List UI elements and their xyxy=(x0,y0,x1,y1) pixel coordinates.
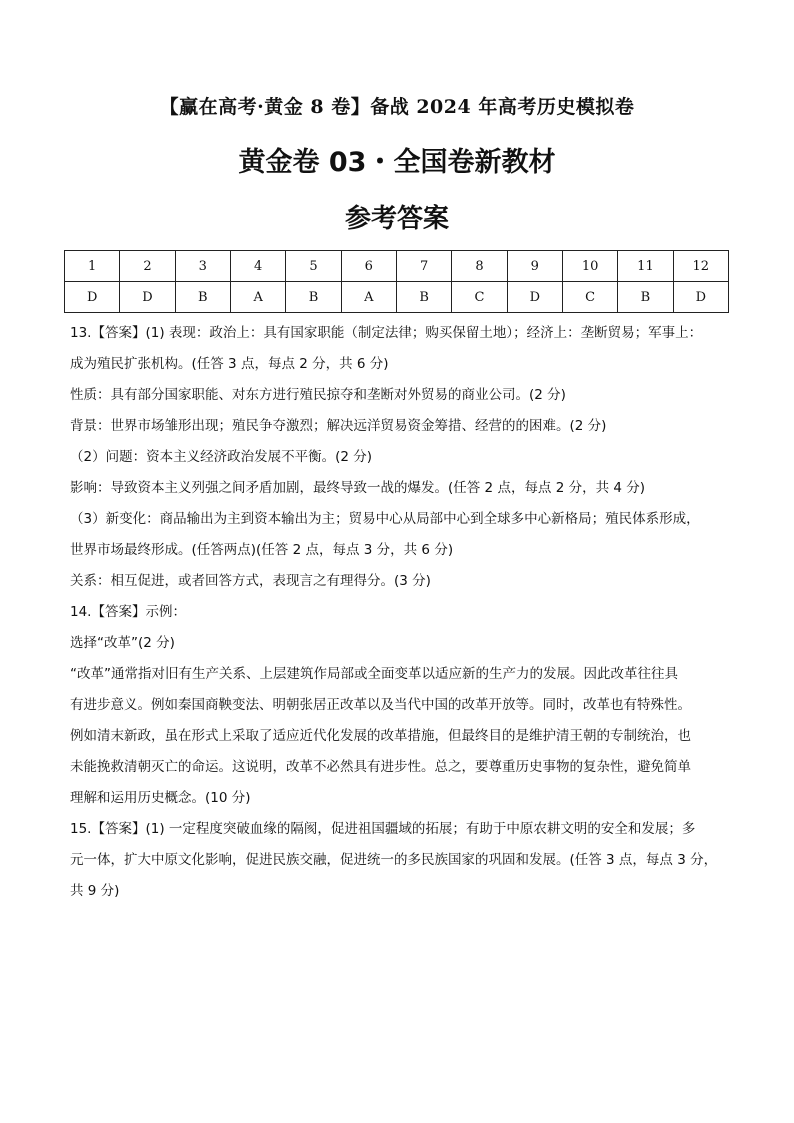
question-number: 4 xyxy=(230,251,285,282)
question-number: 3 xyxy=(175,251,230,282)
paper-title: 黄金卷 03・全国卷新教材 xyxy=(238,147,556,178)
question-number: 11 xyxy=(618,251,673,282)
answer-letter: C xyxy=(452,282,507,313)
answer-line: 14.【答案】示例： xyxy=(70,604,186,620)
answer-letter: D xyxy=(673,282,728,313)
answer-line: 有进步意义。例如秦国商鞅变法、明朝张居正改革以及当代中国的改革开放等。同时，改革也有特殊性。 xyxy=(70,697,691,713)
answer-letter: B xyxy=(286,282,341,313)
answer-letter: D xyxy=(507,282,562,313)
answer-line: 共 9 分) xyxy=(70,883,120,899)
answer-key-heading: 参考答案 xyxy=(344,204,449,234)
question-number: 5 xyxy=(286,251,341,282)
question-number-row xyxy=(65,251,729,282)
answer-line: 理解和运用历史概念。(10 分) xyxy=(70,790,251,806)
answer-letter: A xyxy=(230,282,285,313)
answer-line: 元一体，扩大中原文化影响，促进民族交融，促进统一的多民族国家的巩固和发展。(任答 3 点，每点 3 分， xyxy=(70,852,718,868)
answer-line: （3）新变化：商品输出为主到资本输出为主；贸易中心从局部中心到全球多中心新格局；殖民体系形成， xyxy=(70,511,700,527)
answer-letter: B xyxy=(396,282,451,313)
answer-letter: A xyxy=(341,282,396,313)
answer-line: 例如清末新政，虽在形式上采取了适应近代化发展的改革措施，但最终目的是维护清王朝的专制统治，也 xyxy=(70,728,691,744)
exam-series-title: 【赢在高考·黄金 8 卷】备战 2024 年高考历史模拟卷 xyxy=(159,96,635,118)
answer-line: “改革”通常指对旧有生产关系、上层建筑作局部或全面变革以适应新的生产力的发展。因此改革往往具 xyxy=(70,666,678,682)
answer-line: 性质：具有部分国家职能、对东方进行殖民掠夺和垄断对外贸易的商业公司。(2 分) xyxy=(70,387,566,403)
answer-letter: B xyxy=(618,282,673,313)
question-number: 10 xyxy=(562,251,617,282)
answer-line: 选择“改革”(2 分) xyxy=(70,635,175,651)
question-number: 12 xyxy=(673,251,728,282)
answer-line: 背景：世界市场雏形出现；殖民争夺激烈；解决远洋贸易资金筹措、经营的的困难。(2 分) xyxy=(70,418,607,434)
question-number: 2 xyxy=(120,251,175,282)
answer-letter: B xyxy=(175,282,230,313)
answer-line: 成为殖民扩张机构。(任答 3 点，每点 2 分，共 6 分) xyxy=(70,356,389,372)
answer-line: 关系：相互促进，或者回答方式，表现言之有理得分。(3 分) xyxy=(70,573,431,589)
answer-line: 未能挽救清朝灭亡的命运。这说明，改革不必然具有进步性。总之，要尊重历史事物的复杂性，避免简单 xyxy=(70,759,691,775)
question-number: 7 xyxy=(396,251,451,282)
answer-line: 世界市场最终形成。(任答两点)(任答 2 点，每点 3 分，共 6 分) xyxy=(70,542,454,558)
answer-letter: D xyxy=(65,282,120,313)
answer-line: 15.【答案】(1) 一定程度突破血缘的隔阂，促进祖国疆域的拓展；有助于中原农耕文明的安全和发展；多 xyxy=(70,821,696,837)
answer-letter: C xyxy=(562,282,617,313)
question-number: 1 xyxy=(65,251,120,282)
question-number: 9 xyxy=(507,251,562,282)
answer-line: 13.【答案】(1) 表现：政治上：具有国家职能（制定法律；购买保留土地）；经济上：垄断贸易；军事上： xyxy=(70,325,703,341)
answer-line: 影响：导致资本主义列强之间矛盾加剧，最终导致一战的爆发。(任答 2 点，每点 2 分，共 4 分) xyxy=(70,480,646,496)
question-number: 6 xyxy=(341,251,396,282)
answer-row xyxy=(65,282,729,313)
answer-letter: D xyxy=(120,282,175,313)
choice-answer-table xyxy=(64,250,729,313)
answer-text-body xyxy=(70,318,730,907)
question-number: 8 xyxy=(452,251,507,282)
answer-line: （2）问题：资本主义经济政治发展不平衡。(2 分) xyxy=(70,449,373,465)
